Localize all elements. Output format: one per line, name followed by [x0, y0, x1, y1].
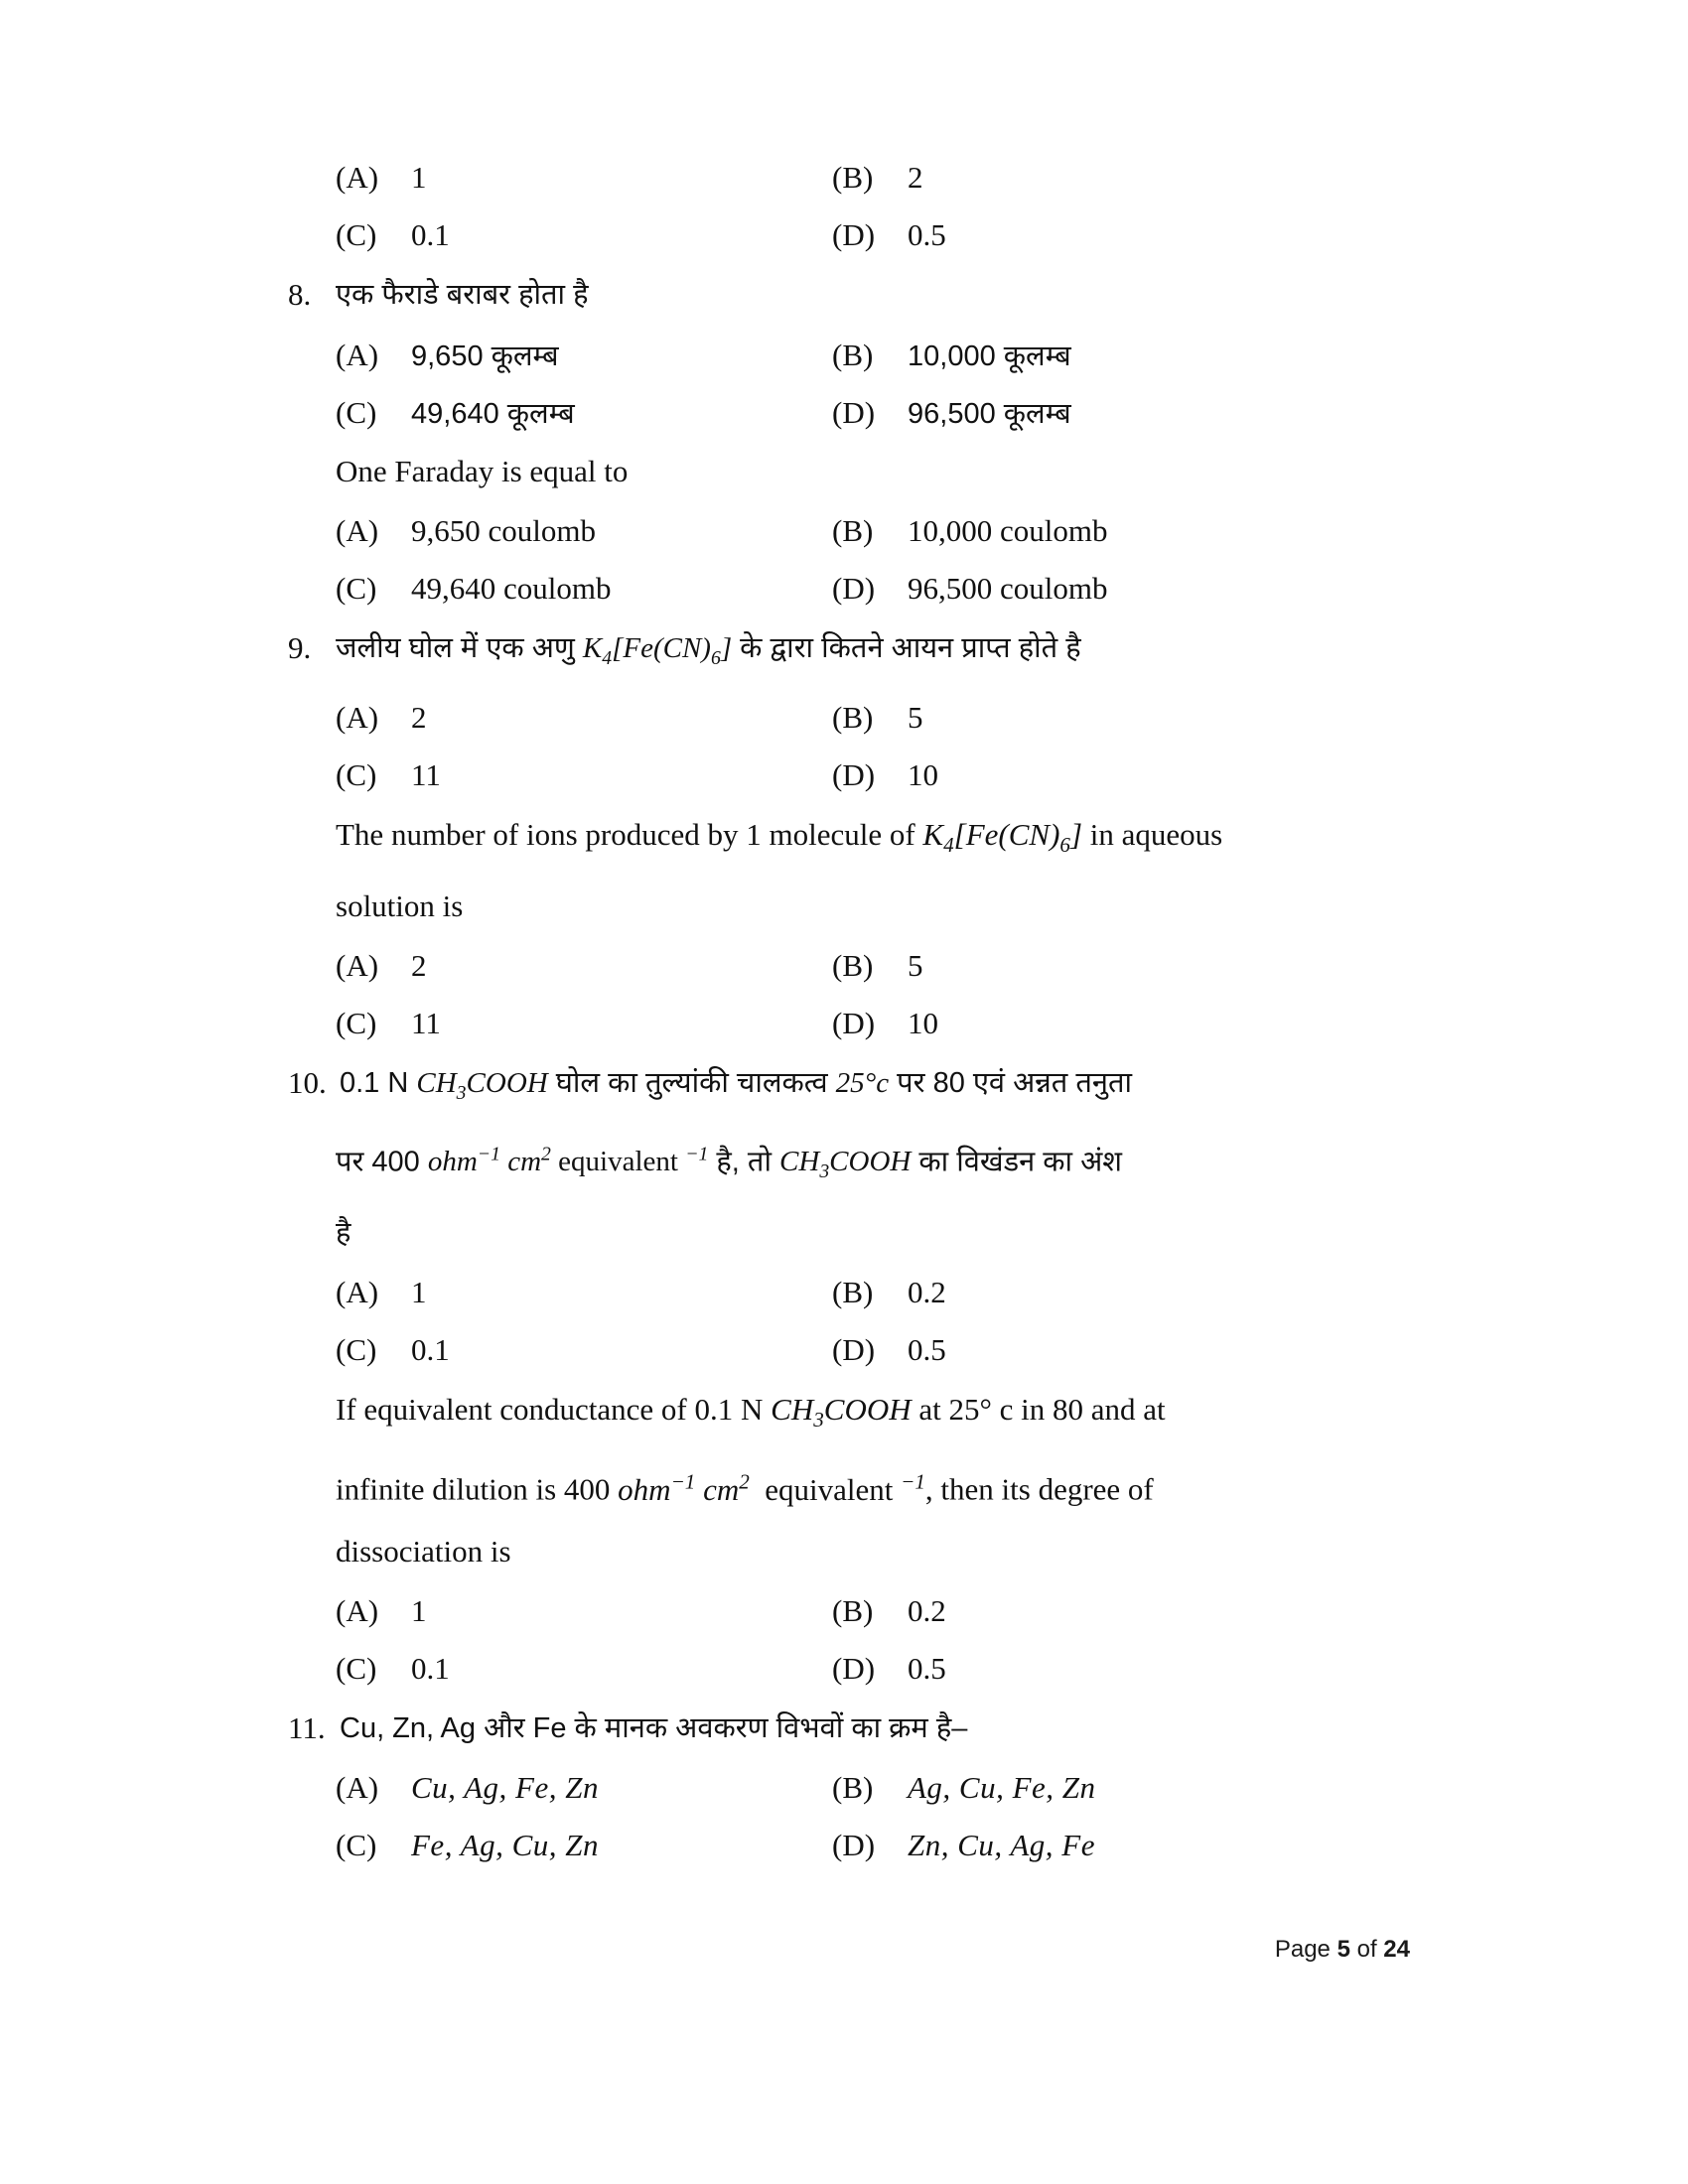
option-row [336, 689, 1410, 747]
question-stem-hindi-line3: है [336, 1217, 352, 1250]
option-value: 10,000 coulomb [908, 513, 1108, 548]
option-value: Cu, Ag, Fe, Zn [411, 1769, 599, 1805]
question-number: 8. [288, 277, 312, 312]
option-label: (B) [832, 337, 874, 372]
option-c[interactable] [336, 1828, 832, 1863]
option-value: 1 [411, 160, 427, 195]
question-text: Cu, Zn, Ag और Fe के मानक अवकरण विभवों का क्रम है– [340, 1711, 968, 1744]
option-value: 2 [908, 160, 923, 195]
option-value: 0.2 [908, 1275, 946, 1310]
option-value: 10 [908, 1005, 938, 1040]
option-b[interactable] [832, 1275, 1329, 1310]
option-value: 10,000 कूलम्ब [908, 340, 1071, 372]
option-value: Fe, Ag, Cu, Zn [411, 1827, 599, 1862]
option-row [336, 1759, 1410, 1817]
option-label: (B) [832, 947, 874, 983]
question-text [336, 617, 1410, 689]
question-text-part2: घोल का तुल्यांकी चालकत्व [547, 1066, 836, 1099]
option-label: (C) [336, 1650, 377, 1686]
option-row [336, 383, 1410, 441]
question-stem-hindi [288, 617, 1410, 689]
question-block-q9 [288, 617, 1410, 1052]
question-stem-hindi [288, 1052, 1410, 1124]
question-text-part2: at 25° c in 80 and at [911, 1392, 1166, 1428]
question-number: 10. [288, 1064, 327, 1100]
option-value: 1 [411, 1592, 427, 1628]
option-label: (D) [832, 1827, 876, 1862]
question-text-part1: If equivalent conductance of 0.1 N [336, 1392, 772, 1428]
option-row [336, 995, 1410, 1052]
option-row [336, 560, 1410, 617]
option-row [336, 747, 1410, 804]
option-b[interactable] [832, 336, 1329, 374]
question-text-part1: infinite dilution is 400 [336, 1471, 619, 1507]
option-value: 11 [411, 756, 441, 792]
question-text-part1: The number of ions produced by 1 molecule of [336, 816, 923, 852]
option-b[interactable] [832, 700, 1329, 736]
option-label: (A) [336, 160, 379, 195]
option-row [336, 1321, 1410, 1379]
option-value: 10 [908, 756, 938, 792]
option-label: (C) [336, 1332, 377, 1368]
option-row [336, 1817, 1410, 1874]
temperature-value: 25°c [835, 1066, 890, 1099]
option-value: 9,650 coulomb [411, 513, 596, 548]
question-text-part1: 0.1 N [340, 1066, 417, 1099]
option-label: (A) [336, 699, 379, 735]
option-value: 2 [411, 699, 427, 735]
question-stem-english-line2 [336, 1450, 1410, 1520]
option-label: (A) [336, 513, 379, 548]
question-block-q8 [288, 264, 1410, 617]
option-label: (C) [336, 394, 377, 430]
option-a[interactable] [336, 513, 832, 549]
option-row [336, 1582, 1410, 1640]
chemical-formula: $CH_3COOH$ [416, 1066, 548, 1104]
option-value: 96,500 कूलम्ब [908, 397, 1071, 430]
option-label: (D) [832, 756, 876, 792]
option-label: (B) [832, 1592, 874, 1628]
option-label: (A) [336, 947, 379, 983]
page-footer [1275, 1936, 1410, 1964]
option-value: 0.1 [411, 217, 450, 252]
question-text-part1: पर 400 [336, 1146, 428, 1178]
question-text-part3: का विखंडन का अंश [911, 1146, 1122, 1178]
question-stem-english-line3: dissociation is [336, 1533, 511, 1569]
option-label: (D) [832, 1650, 876, 1686]
option-value: 0.1 [411, 1650, 450, 1686]
question-text-part2: के द्वारा कितने आयन प्राप्त होते है [732, 632, 1081, 664]
question-stem-english [336, 1379, 1410, 1450]
units-expression: ohm$^{-1}$ $cm^2$ equivalent $^{-1}$ [427, 1143, 709, 1178]
option-value: 0.5 [908, 217, 946, 252]
option-label: (D) [832, 1332, 876, 1368]
question-text-part2: in aqueous [1082, 816, 1223, 852]
chemical-formula: $K_4[Fe(CN)_6]$ [582, 632, 733, 669]
question-text-part1: जलीय घोल में एक अणु [336, 632, 583, 664]
option-label: (A) [336, 1592, 379, 1628]
option-row [336, 149, 1410, 206]
option-b[interactable] [832, 1770, 1329, 1806]
option-a[interactable] [336, 1770, 832, 1806]
option-label: (D) [832, 217, 876, 252]
question-stem-hindi-line2 [336, 1124, 1410, 1202]
option-label: (B) [832, 160, 874, 195]
option-b[interactable] [832, 160, 1329, 196]
option-c[interactable] [336, 1651, 832, 1687]
option-row [336, 1640, 1410, 1698]
option-label: (A) [336, 1275, 379, 1310]
option-value: 5 [908, 699, 923, 735]
question-text-part2: है, तो [708, 1146, 780, 1178]
question-stem-english: One Faraday is equal to [336, 454, 629, 488]
option-label: (B) [832, 699, 874, 735]
option-value: 5 [908, 947, 923, 983]
question-stem-english-line2: solution is [336, 887, 464, 923]
option-d[interactable] [832, 393, 1329, 432]
question-number: 9. [288, 630, 312, 665]
option-value: 0.1 [411, 1332, 450, 1368]
question-block-q10 [288, 1052, 1410, 1698]
option-a[interactable] [336, 160, 832, 196]
question-text [340, 1052, 1410, 1124]
option-label: (A) [336, 1769, 379, 1805]
option-value: 9,650 कूलम्ब [411, 340, 559, 372]
footer-page-number: 5 [1336, 1936, 1350, 1963]
option-label: (B) [832, 513, 874, 548]
option-value: 2 [411, 947, 427, 983]
question-block-q11 [288, 1698, 1410, 1874]
option-d[interactable] [832, 757, 1329, 793]
question-stem-english [336, 804, 1410, 876]
option-c[interactable] [336, 1006, 832, 1041]
option-a[interactable] [336, 336, 832, 374]
option-value: 0.2 [908, 1592, 946, 1628]
footer-page-total: 24 [1383, 1936, 1410, 1963]
option-label: (C) [336, 1005, 377, 1040]
option-value: 49,640 कूलम्ब [411, 397, 575, 430]
option-d[interactable] [832, 1651, 1329, 1687]
option-b[interactable] [832, 513, 1329, 549]
option-row [336, 206, 1410, 264]
option-value: Ag, Cu, Fe, Zn [908, 1769, 1096, 1805]
option-c[interactable] [336, 217, 832, 253]
option-a[interactable] [336, 948, 832, 984]
option-label: (C) [336, 1827, 377, 1862]
question-stem-hindi [288, 264, 1410, 326]
question-block-q7-tail [288, 149, 1410, 264]
option-c[interactable] [336, 571, 832, 607]
question-stem-hindi [288, 1698, 1410, 1759]
chemical-formula: $K_4[Fe(CN)_6]$ [922, 816, 1083, 857]
question-number: 11. [288, 1709, 326, 1745]
option-d[interactable] [832, 571, 1329, 607]
chemical-formula: $CH_3COOH$ [771, 1392, 912, 1433]
option-b[interactable] [832, 1593, 1329, 1629]
option-row [336, 1264, 1410, 1321]
option-value: 11 [411, 1005, 441, 1040]
option-d[interactable] [832, 1006, 1329, 1041]
option-value: 0.5 [908, 1650, 946, 1686]
option-row [336, 937, 1410, 995]
option-label: (C) [336, 217, 377, 252]
option-value: Zn, Cu, Ag, Fe [908, 1827, 1095, 1862]
question-list [288, 149, 1410, 1874]
option-c[interactable] [336, 1332, 832, 1368]
option-a[interactable] [336, 1275, 832, 1310]
option-label: (A) [336, 337, 379, 372]
option-value: 0.5 [908, 1332, 946, 1368]
question-text-part3: पर 80 एवं अन्नत तनुता [889, 1066, 1133, 1099]
option-a[interactable] [336, 700, 832, 736]
question-text: एक फैराडे बराबर होता है [336, 279, 589, 311]
option-a[interactable] [336, 1593, 832, 1629]
units-expression: ohm$^{-1}$ $cm^2$ equivalent $^{-1}$ [618, 1469, 925, 1507]
option-value: 1 [411, 1275, 427, 1310]
option-label: (D) [832, 394, 876, 430]
chemical-formula: $CH_3COOH$ [779, 1146, 912, 1183]
option-label: (D) [832, 1005, 876, 1040]
option-c[interactable] [336, 393, 832, 432]
option-label: (C) [336, 571, 377, 606]
option-value: 49,640 coulomb [411, 571, 612, 606]
footer-page-prefix: Page [1274, 1936, 1331, 1963]
option-value: 96,500 coulomb [908, 571, 1108, 606]
footer-page-middle: of [1356, 1936, 1377, 1963]
option-d[interactable] [832, 1332, 1329, 1368]
option-label: (C) [336, 756, 377, 792]
option-label: (D) [832, 571, 876, 606]
question-text-part2: , then its degree of [924, 1471, 1154, 1507]
option-b[interactable] [832, 948, 1329, 984]
option-d[interactable] [832, 1828, 1329, 1863]
option-row [336, 502, 1410, 560]
option-d[interactable] [832, 217, 1329, 253]
option-label: (B) [832, 1275, 874, 1310]
option-label: (B) [832, 1769, 874, 1805]
option-row [336, 326, 1410, 383]
option-c[interactable] [336, 757, 832, 793]
